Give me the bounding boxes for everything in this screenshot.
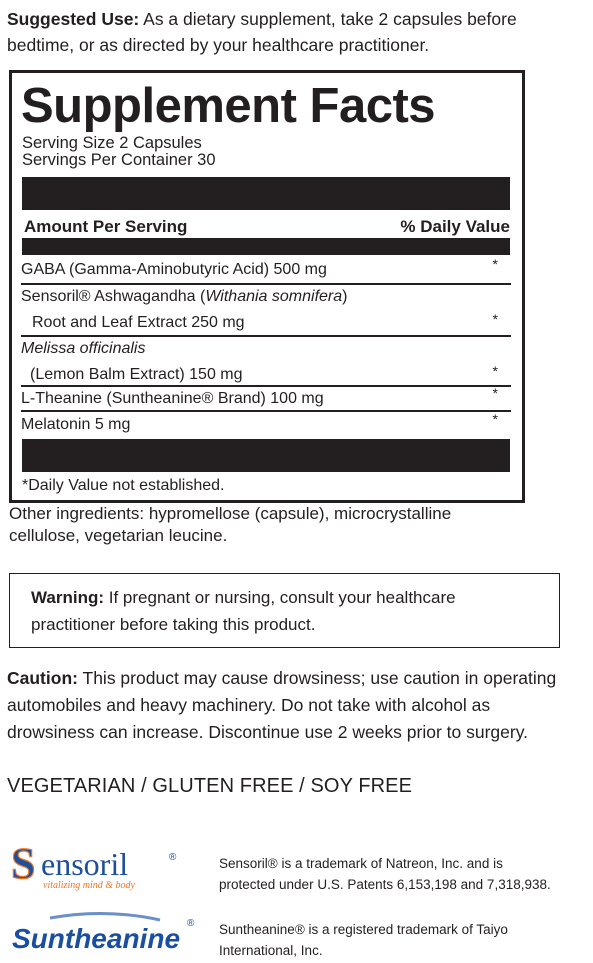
- caution: [7, 665, 593, 746]
- facts-row-l-theanine: [21, 385, 510, 410]
- daily-value: *: [492, 411, 498, 427]
- dietary-claims: VEGETARIAN / GLUTEN FREE / SOY FREE: [7, 775, 413, 797]
- serving-size: Serving Size 2 Capsules: [22, 134, 202, 152]
- ingredient-latin-name: Melissa officinalis: [21, 340, 146, 357]
- suggested-use-text-2: bedtime, or as directed by your healthcare practitioner.: [7, 35, 430, 55]
- suntheanine-logo: [10, 910, 200, 958]
- facts-row-ashwagandha: [21, 286, 510, 334]
- ingredient-amount: (Lemon Balm Extract) 150 mg: [30, 366, 243, 383]
- facts-title: Supplement Facts: [21, 79, 436, 133]
- sensoril-tagline: vitalizing mind & body: [43, 880, 135, 891]
- sensoril-note-line-1: Sensoril® is a trademark of Natreon, Inc. and is: [219, 856, 503, 871]
- other-ingredients-line-2: cellulose, vegetarian leucine.: [9, 526, 228, 545]
- warning-box: [9, 573, 560, 648]
- column-headers: [24, 217, 510, 237]
- suntheanine-logo-word: Suntheanine: [12, 923, 181, 954]
- daily-value: *: [492, 363, 498, 379]
- sensoril-logo-S: S: [11, 840, 36, 888]
- thick-divider-bottom: [22, 439, 510, 472]
- ingredient-name: GABA (Gamma-Aminobutyric Acid) 500 mg: [21, 261, 327, 278]
- daily-value: *: [492, 311, 498, 327]
- thick-divider-top: [22, 177, 510, 210]
- suntheanine-registered: ®: [187, 918, 195, 929]
- caution-text-3: drowsiness can increase. Discontinue use 2 weeks prior to surgery.: [7, 722, 529, 742]
- sensoril-note-line-2: protected under U.S. Patents 6,153,198 and 7,318,938.: [219, 877, 551, 892]
- suntheanine-logo-graphic: [10, 910, 200, 958]
- other-ingredients: [9, 503, 529, 547]
- sensoril-trademark-note: [219, 853, 551, 895]
- facts-row-lemon-balm: [21, 338, 510, 386]
- ingredient-name: Melatonin 5 mg: [21, 416, 131, 433]
- daily-value-header: % Daily Value: [400, 217, 510, 236]
- daily-value: *: [492, 385, 498, 401]
- daily-value-footnote: *Daily Value not established.: [22, 477, 225, 494]
- suggested-use-text-1: As a dietary supplement, take 2 capsules before: [139, 9, 517, 29]
- servings-per-container: Servings Per Container 30: [22, 151, 216, 169]
- row-divider: [21, 335, 511, 337]
- row-divider: [21, 385, 511, 387]
- amount-per-serving-header: Amount Per Serving: [24, 217, 188, 236]
- caution-text-2: automobiles and heavy machinery. Do not take with alcohol as: [7, 695, 491, 715]
- ingredient-name: Sensoril® Ashwagandha (: [21, 288, 206, 305]
- warning-label: Warning:: [31, 588, 105, 607]
- warning-text-1: If pregnant or nursing, consult your healthcare: [104, 588, 456, 607]
- other-ingredients-line-1: Other ingredients: hypromellose (capsule), microcrystalline: [9, 504, 452, 523]
- daily-value: *: [492, 256, 498, 272]
- caution-label: Caution:: [7, 668, 78, 688]
- ingredient-name: L-Theanine (Suntheanine® Brand) 100 mg: [21, 390, 324, 407]
- ingredient-latin-name: Withania somnifera: [205, 288, 343, 305]
- row-divider: [21, 410, 511, 412]
- sensoril-logo-graphic: [10, 840, 185, 892]
- caution-text-1: This product may cause drowsiness; use caution in operating: [77, 668, 557, 688]
- ingredient-name-close: ): [342, 288, 348, 305]
- supplement-facts-panel: [9, 70, 525, 503]
- ingredient-amount: Root and Leaf Extract 250 mg: [32, 314, 245, 331]
- suntheanine-note-line-1: Suntheanine® is a registered trademark of Taiyo: [219, 922, 508, 937]
- suggested-use-label: Suggested Use:: [7, 9, 140, 29]
- sensoril-registered: ®: [169, 852, 177, 863]
- suntheanine-swoosh: [50, 913, 160, 920]
- row-divider: [21, 283, 511, 285]
- suntheanine-trademark-note: [219, 919, 508, 961]
- thick-divider-header: [22, 238, 510, 255]
- facts-row-gaba: [21, 256, 510, 281]
- warning-text-2: practitioner before taking this product.: [31, 615, 316, 634]
- facts-row-melatonin: [21, 411, 510, 436]
- sensoril-logo-word: ensoril: [41, 846, 129, 882]
- sensoril-logo: [10, 840, 185, 892]
- suggested-use: [7, 6, 593, 58]
- suntheanine-note-line-2: International, Inc.: [219, 943, 323, 958]
